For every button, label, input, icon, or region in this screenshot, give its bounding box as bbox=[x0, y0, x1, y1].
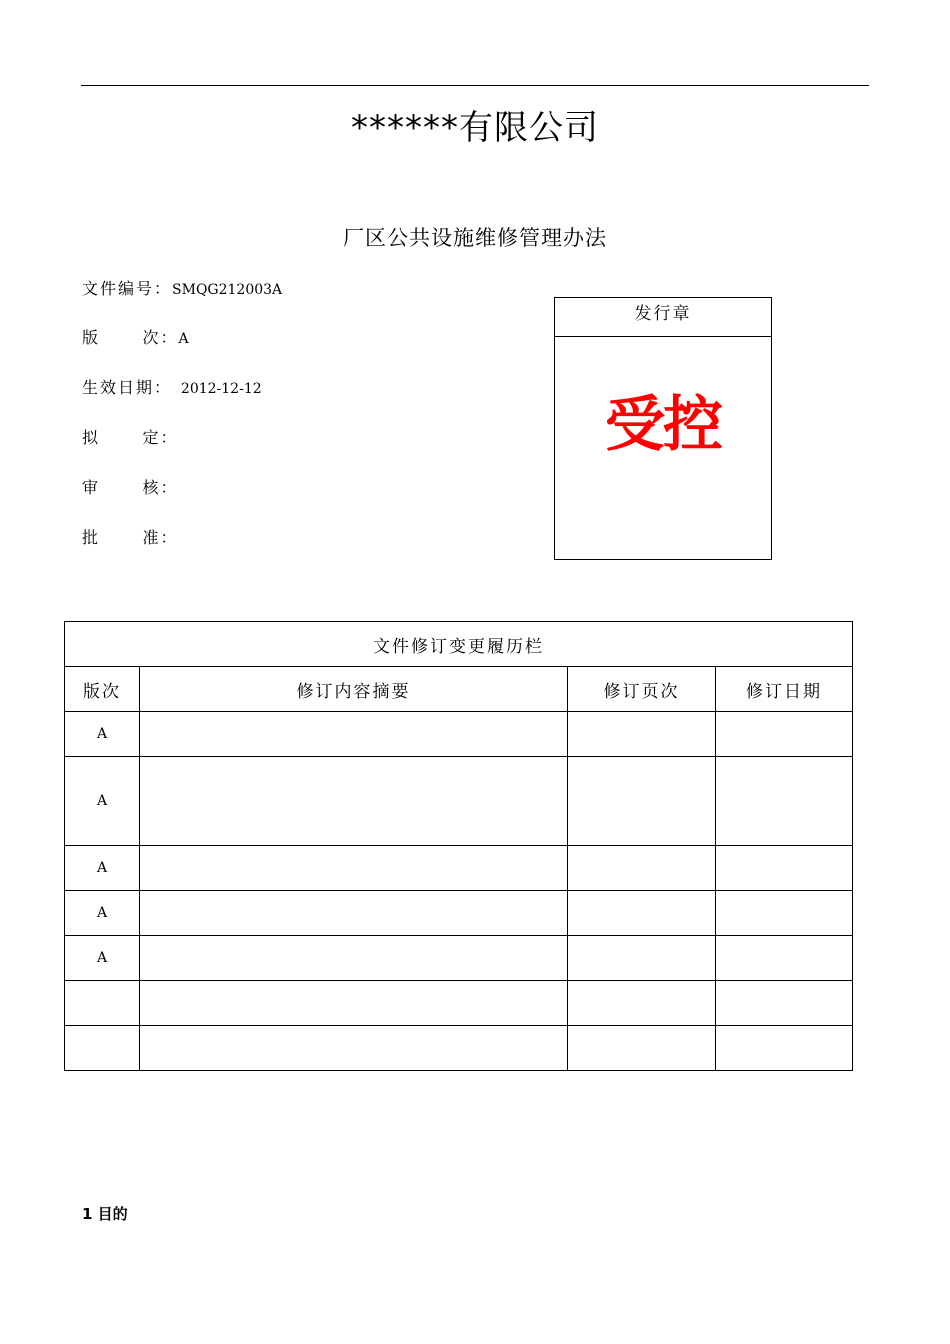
cell-pages bbox=[568, 757, 716, 846]
cell-pages bbox=[568, 712, 716, 757]
table-row bbox=[65, 712, 853, 757]
field-version bbox=[82, 325, 189, 348]
cell-version: A bbox=[65, 936, 140, 981]
field-effective-date bbox=[82, 375, 262, 398]
table-row bbox=[65, 981, 853, 1026]
table-header-row bbox=[65, 667, 853, 712]
table-row bbox=[65, 757, 853, 846]
cell-summary bbox=[140, 891, 568, 936]
cell-version: A bbox=[65, 712, 140, 757]
cell-date bbox=[716, 981, 853, 1026]
cell-summary bbox=[140, 757, 568, 846]
cell-date bbox=[716, 891, 853, 936]
column-header: 修订日期 bbox=[716, 667, 853, 712]
document-title: 厂区公共设施维修管理办法 bbox=[343, 226, 607, 250]
field-label: 批 准： bbox=[82, 528, 179, 547]
field-drafted-by bbox=[82, 425, 179, 448]
cell-pages bbox=[568, 936, 716, 981]
controlled-stamp: 受控 bbox=[605, 390, 721, 460]
field-label: 生效日期： bbox=[82, 378, 173, 397]
field-label: 版 次： bbox=[82, 328, 179, 347]
field-approved-by bbox=[82, 525, 179, 548]
stamp-header: 发行章 bbox=[555, 298, 771, 337]
column-header: 修订内容摘要 bbox=[140, 667, 568, 712]
column-header: 版次 bbox=[65, 667, 140, 712]
field-label: 拟 定： bbox=[82, 428, 179, 447]
column-header: 修订页次 bbox=[568, 667, 716, 712]
table-caption: 文件修订变更履历栏 bbox=[65, 622, 853, 667]
field-doc-number bbox=[82, 276, 282, 299]
cell-version: A bbox=[65, 891, 140, 936]
cell-pages bbox=[568, 891, 716, 936]
field-value: A bbox=[178, 331, 189, 347]
header-rule bbox=[81, 85, 869, 86]
cell-summary bbox=[140, 712, 568, 757]
field-reviewed-by bbox=[82, 475, 179, 498]
cell-version bbox=[65, 1026, 140, 1071]
cell-date bbox=[716, 846, 853, 891]
table-row bbox=[65, 936, 853, 981]
cell-version: A bbox=[65, 757, 140, 846]
cell-date bbox=[716, 712, 853, 757]
field-value: SMQG212003A bbox=[172, 282, 283, 298]
cell-date bbox=[716, 1026, 853, 1071]
cell-version bbox=[65, 981, 140, 1026]
cell-date bbox=[716, 936, 853, 981]
cell-date bbox=[716, 757, 853, 846]
cell-pages bbox=[568, 846, 716, 891]
field-label: 审 核： bbox=[82, 478, 179, 497]
cell-summary bbox=[140, 981, 568, 1026]
section-heading: 1 目的 bbox=[82, 1205, 128, 1223]
revision-history-table bbox=[64, 621, 853, 1071]
field-label: 文件编号： bbox=[82, 279, 173, 298]
cell-summary bbox=[140, 936, 568, 981]
cell-pages bbox=[568, 1026, 716, 1071]
cell-pages bbox=[568, 981, 716, 1026]
issue-stamp-box bbox=[554, 297, 772, 560]
company-name: ******有限公司 bbox=[351, 108, 599, 148]
cell-summary bbox=[140, 846, 568, 891]
table-row bbox=[65, 891, 853, 936]
cell-version: A bbox=[65, 846, 140, 891]
table-row bbox=[65, 1026, 853, 1071]
field-value: 2012-12-12 bbox=[172, 381, 262, 397]
cell-summary bbox=[140, 1026, 568, 1071]
table-row bbox=[65, 846, 853, 891]
